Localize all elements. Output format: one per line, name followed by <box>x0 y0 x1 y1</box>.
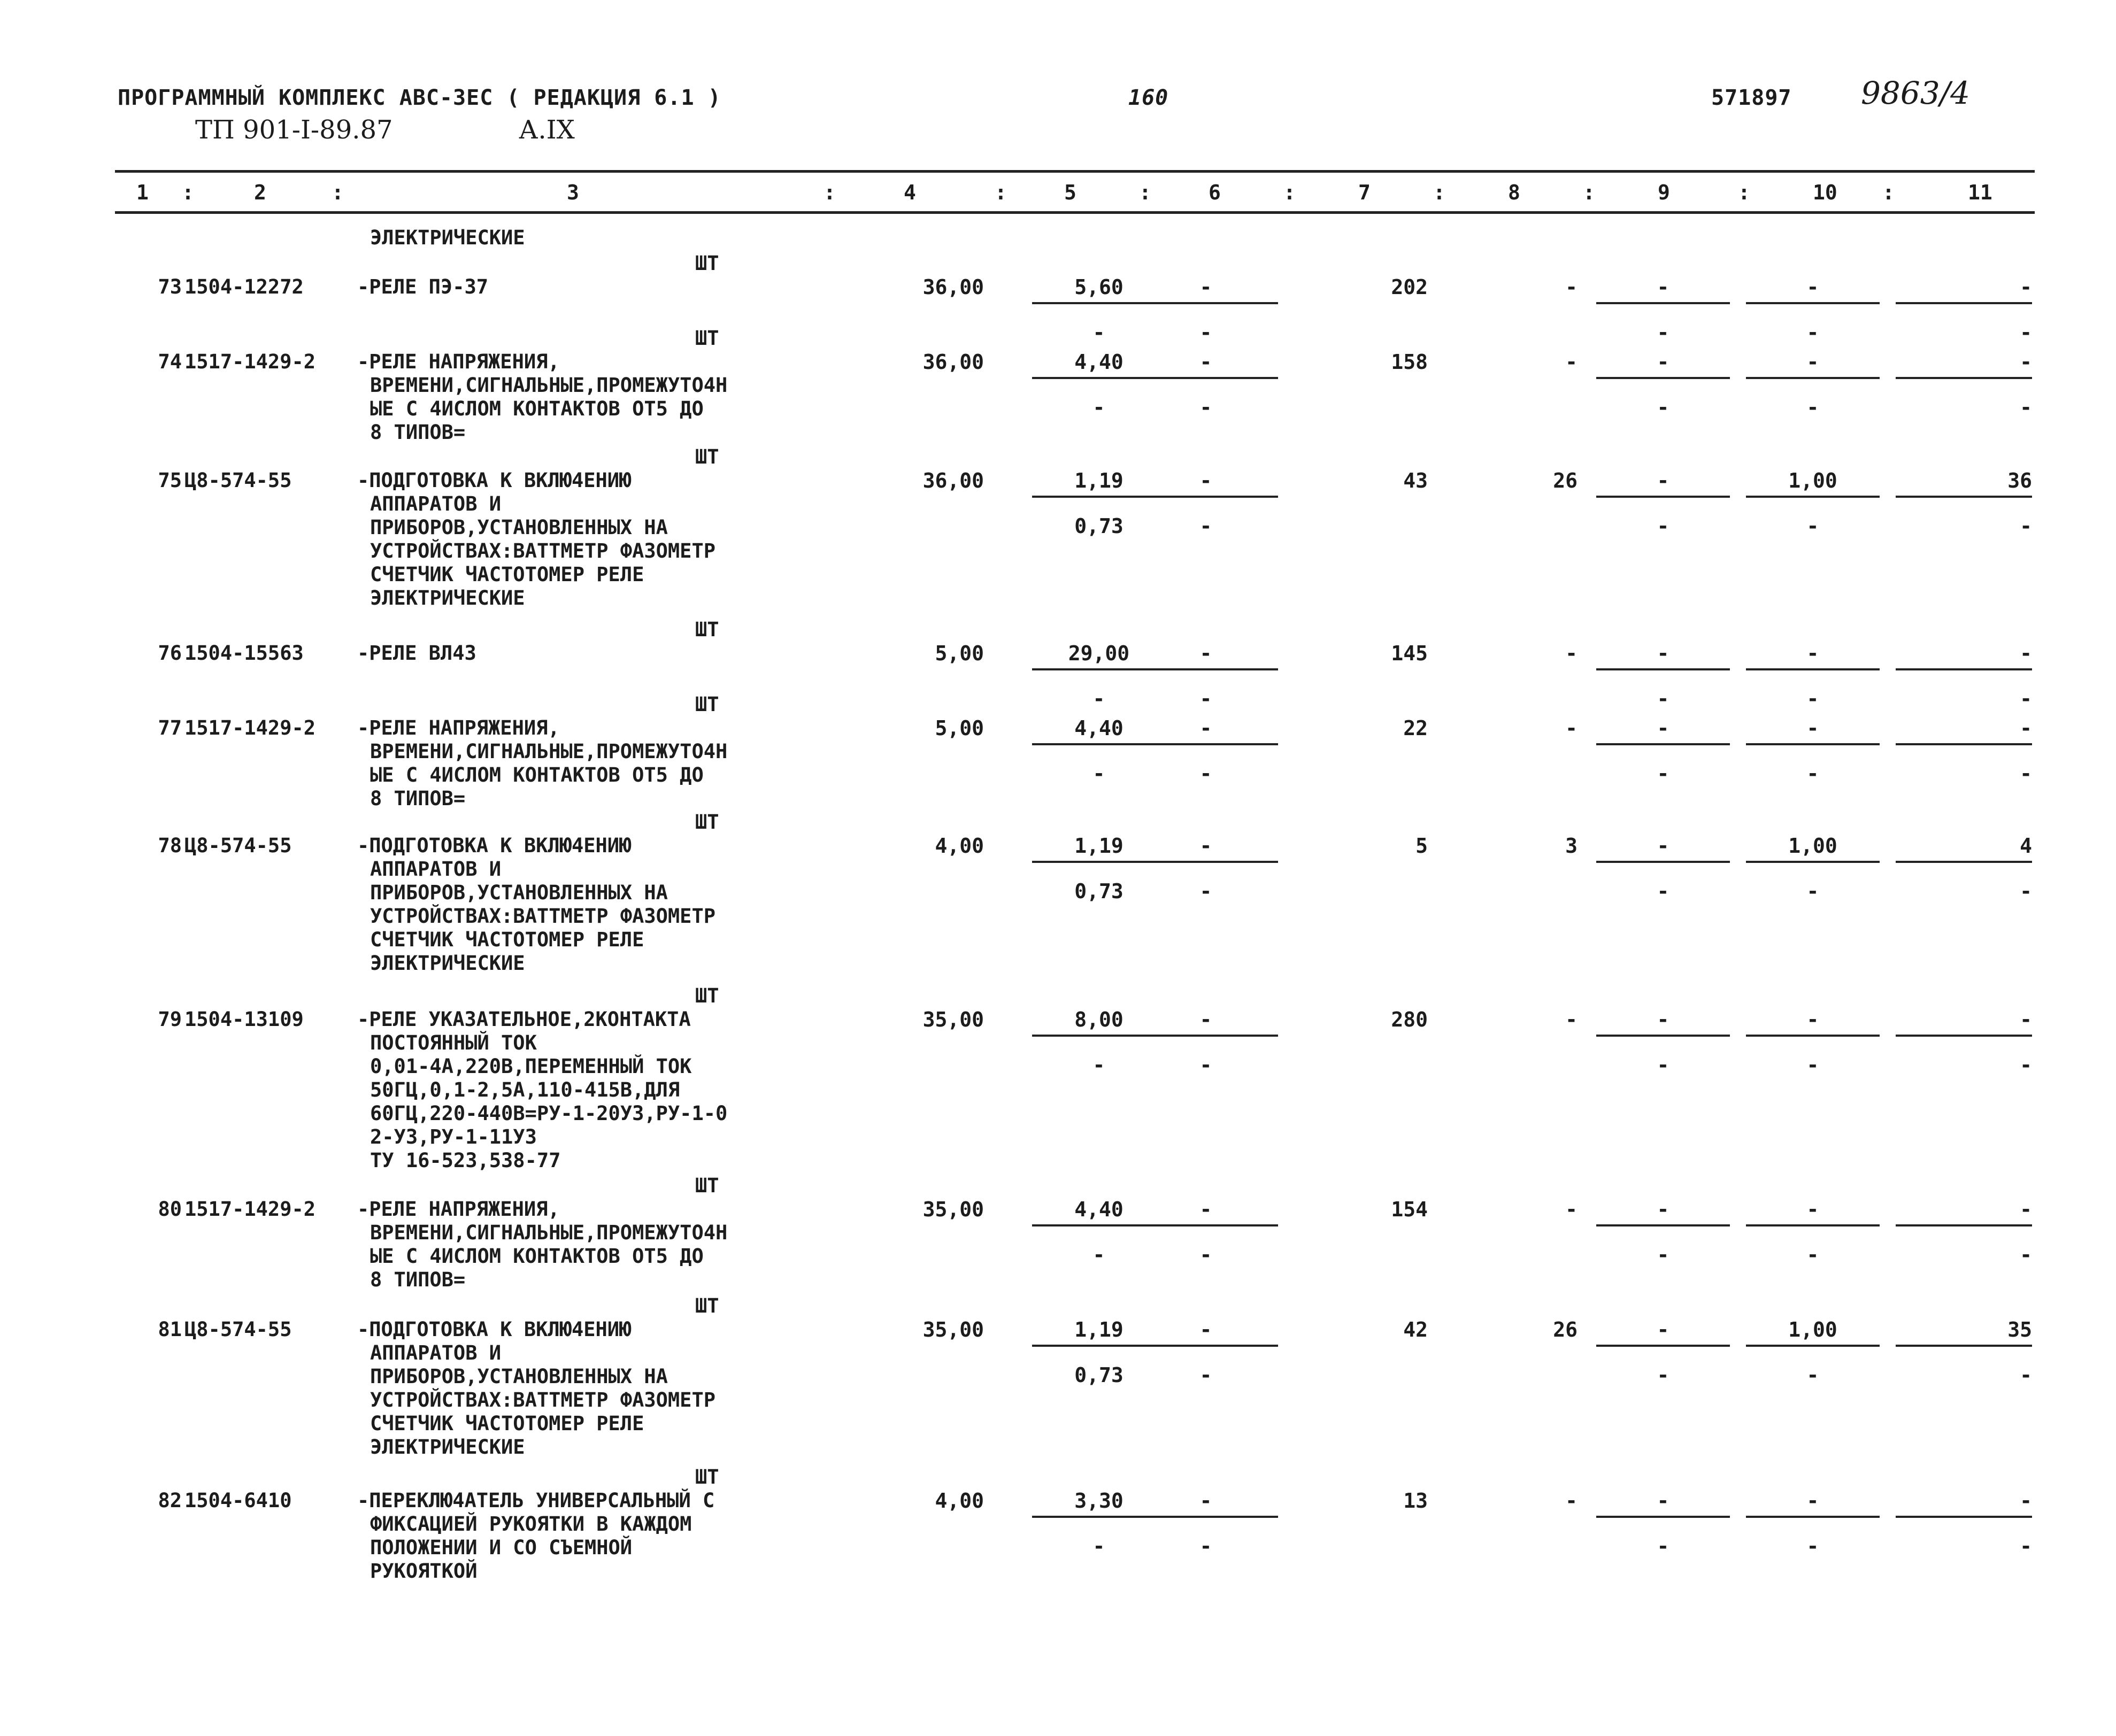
album-code: А.IX <box>519 115 575 145</box>
description-line: 0,01-4А,220В,ПЕРЕМЕННЫЙ ТОК <box>370 1055 692 1078</box>
handwritten-sheet-number: 9863/4 <box>1861 75 1971 111</box>
unit-label: ШТ <box>695 1465 719 1488</box>
col11-value: - <box>2020 1008 2032 1031</box>
table-top-rule <box>115 170 2035 173</box>
col11-sub-value: - <box>2020 1053 2032 1077</box>
col6-value: - <box>1199 1318 1212 1341</box>
col8-value: 3 <box>1565 834 1578 858</box>
col8-value: 26 <box>1553 1318 1578 1341</box>
col10-value: - <box>1806 642 1819 665</box>
col8-value: 26 <box>1553 469 1578 492</box>
col10-sub-value: - <box>1806 1053 1819 1077</box>
fraction-line <box>1896 1345 2032 1347</box>
col6-value: - <box>1199 350 1212 374</box>
table-header-rule <box>115 211 2035 214</box>
description-line: ФИКСАЦИЕЙ РУКОЯТКИ В КАЖДОМ <box>370 1513 692 1536</box>
col10-value: 1,00 <box>1788 469 1837 492</box>
row-number: 76 <box>158 642 182 665</box>
fraction-line <box>1896 668 2032 670</box>
description-line: -РЕЛЕ НАПРЯЖЕНИЯ, <box>357 716 560 739</box>
col8-value: - <box>1565 1198 1578 1221</box>
col10-sub-value: - <box>1806 1534 1819 1558</box>
col9-sub-value: - <box>1657 687 1669 711</box>
description-line: 2-У3,РУ-1-11У3 <box>370 1125 537 1148</box>
description-line: ВРЕМЕНИ,СИГНАЛЬНЫЕ,ПРОМЕЖУТО4Н <box>370 1221 728 1244</box>
description-line: ПОСТОЯННЫЙ ТОК <box>370 1031 537 1054</box>
column-header-5: 5 <box>1064 181 1076 204</box>
col11-value: 35 <box>2007 1318 2032 1341</box>
col11-value: 36 <box>2007 469 2032 492</box>
col10-sub-value: - <box>1806 1243 1819 1267</box>
col11-value: - <box>2020 275 2032 299</box>
row-number: 77 <box>158 716 182 739</box>
fraction-line <box>1746 302 1880 304</box>
price-value: 8,00 <box>1074 1008 1124 1031</box>
col11-sub-value: - <box>2020 762 2032 785</box>
col10-sub-value: - <box>1806 321 1819 344</box>
resource-code: 1504-15563 <box>184 642 304 665</box>
description-line: -ПОДГОТОВКА К ВКЛЮ4ЕНИЮ <box>357 469 632 492</box>
col11-sub-value: - <box>2020 396 2032 419</box>
column-header-7: 7 <box>1358 181 1371 204</box>
col6-sub-value: - <box>1199 514 1212 538</box>
col10-value: 1,00 <box>1788 834 1837 858</box>
fraction-line <box>1746 496 1880 498</box>
col10-sub-value: - <box>1806 687 1819 711</box>
fraction-line <box>1596 861 1730 863</box>
fraction-line <box>1596 1224 1730 1226</box>
description-line: 8 ТИПОВ= <box>370 787 466 810</box>
fraction-line <box>1746 1345 1880 1347</box>
fraction-line <box>1896 1516 2032 1518</box>
col6-sub-value: - <box>1199 1363 1212 1387</box>
description-line: -ПОДГОТОВКА К ВКЛЮ4ЕНИЮ <box>357 834 632 857</box>
col6-sub-value: - <box>1199 321 1212 344</box>
row-number: 74 <box>158 350 182 373</box>
col6-sub-value: - <box>1199 1243 1212 1267</box>
col10-value: - <box>1806 1198 1819 1221</box>
col9-value: - <box>1657 716 1669 740</box>
column-header-3: 3 <box>567 181 579 204</box>
fraction-line <box>1746 377 1880 379</box>
column-separator: : <box>995 181 1007 204</box>
col9-value: - <box>1657 469 1669 492</box>
price-value: 4,40 <box>1074 716 1124 740</box>
col10-value: - <box>1806 275 1819 299</box>
price-value: 1,19 <box>1074 469 1124 492</box>
description-line: ЭЛЕКТРИЧЕСКИЕ <box>370 952 525 975</box>
fraction-line <box>1896 302 2032 304</box>
description-line: ВРЕМЕНИ,СИГНАЛЬНЫЕ,ПРОМЕЖУТО4Н <box>370 740 728 763</box>
price-sub-value: - <box>1092 762 1105 785</box>
unit-label: ШТ <box>695 1174 719 1197</box>
col11-sub-value: - <box>2020 879 2032 903</box>
fraction-line <box>1144 1516 1278 1518</box>
col6-value: - <box>1199 469 1212 492</box>
price-sub-value: - <box>1092 1243 1105 1267</box>
col9-value: - <box>1657 1318 1669 1341</box>
price-value: 4,40 <box>1074 350 1124 374</box>
project-code: ТП 901-I-89.87 <box>195 115 393 145</box>
fraction-line <box>1896 377 2032 379</box>
fraction-line <box>1746 668 1880 670</box>
col9-value: - <box>1657 350 1669 374</box>
resource-code: 1517-1429-2 <box>184 1198 316 1221</box>
unit-label: ШТ <box>695 445 719 468</box>
col6-sub-value: - <box>1199 687 1212 711</box>
description-line: 8 ТИПОВ= <box>370 421 466 444</box>
resource-code: 1517-1429-2 <box>184 350 316 373</box>
col11-sub-value: - <box>2020 514 2032 538</box>
col9-value: - <box>1657 1008 1669 1031</box>
description-line: -ПЕРЕКЛЮ4АТЕЛЬ УНИВЕРСАЛЬНЫЙ С <box>357 1489 715 1512</box>
col6-sub-value: - <box>1199 396 1212 419</box>
fraction-line <box>1596 1516 1730 1518</box>
col11-value: - <box>2020 716 2032 740</box>
continuation-text: ЭЛЕКТРИЧЕСКИЕ <box>370 226 525 249</box>
fraction-line <box>1596 1035 1730 1037</box>
col9-sub-value: - <box>1657 1053 1669 1077</box>
col6-value: - <box>1199 1198 1212 1221</box>
page-number: 160 <box>1128 86 1169 110</box>
fraction-line <box>1896 1035 2032 1037</box>
total-value: 22 <box>1403 716 1428 740</box>
description-line: ЭЛЕКТРИЧЕСКИЕ <box>370 587 525 609</box>
unit-label: ШТ <box>695 1294 719 1317</box>
column-separator: : <box>1433 181 1445 204</box>
col10-value: - <box>1806 716 1819 740</box>
description-line: СЧЕТЧИК ЧАСТОТОМЕР РЕЛЕ <box>370 1412 644 1435</box>
col9-value: - <box>1657 834 1669 858</box>
column-header-4: 4 <box>904 181 916 204</box>
unit-label: ШТ <box>695 618 719 641</box>
fraction-line <box>1144 668 1278 670</box>
col11-value: 4 <box>2020 834 2032 858</box>
description-line: ПОЛОЖЕНИИ И СО СЪЕМНОЙ <box>370 1536 633 1559</box>
col6-value: - <box>1199 834 1212 858</box>
fraction-line <box>1144 1224 1278 1226</box>
col10-value: - <box>1806 1489 1819 1513</box>
row-number: 79 <box>158 1008 182 1031</box>
fraction-line <box>1596 377 1730 379</box>
total-value: 202 <box>1391 275 1428 299</box>
fraction-line <box>1746 1035 1880 1037</box>
col6-value: - <box>1199 1008 1212 1031</box>
description-line: АППАРАТОВ И <box>370 1341 502 1364</box>
description-line: РУКОЯТКОЙ <box>370 1560 478 1583</box>
column-separator: : <box>1882 181 1895 204</box>
row-number: 82 <box>158 1489 182 1512</box>
column-separator: : <box>182 181 194 204</box>
col6-sub-value: - <box>1199 879 1212 903</box>
col9-sub-value: - <box>1657 321 1669 344</box>
price-value: 5,60 <box>1074 275 1124 299</box>
column-header-10: 10 <box>1813 181 1837 204</box>
col10-value: - <box>1806 350 1819 374</box>
column-separator: : <box>824 181 836 204</box>
price-sub-value: 0,73 <box>1074 514 1124 538</box>
col6-value: - <box>1199 275 1212 299</box>
document-number: 571897 <box>1711 86 1792 110</box>
col9-sub-value: - <box>1657 1243 1669 1267</box>
fraction-line <box>1596 302 1730 304</box>
fraction-line <box>1746 1516 1880 1518</box>
quantity-value: 36,00 <box>922 275 984 299</box>
price-value: 1,19 <box>1074 834 1124 858</box>
resource-code: 1504-12272 <box>184 275 304 298</box>
description-line: СЧЕТЧИК ЧАСТОТОМЕР РЕЛЕ <box>370 928 644 951</box>
col10-sub-value: - <box>1806 879 1819 903</box>
col11-sub-value: - <box>2020 1363 2032 1387</box>
fraction-line <box>1144 1345 1278 1347</box>
col6-sub-value: - <box>1199 1053 1212 1077</box>
col8-value: - <box>1565 642 1578 665</box>
description-line: ЭЛЕКТРИЧЕСКИЕ <box>370 1436 525 1459</box>
quantity-value: 35,00 <box>922 1198 984 1221</box>
description-line: -РЕЛЕ ПЭ-37 <box>357 275 489 298</box>
total-value: 280 <box>1391 1008 1428 1031</box>
col8-value: - <box>1565 350 1578 374</box>
quantity-value: 35,00 <box>922 1008 984 1031</box>
fraction-line <box>1896 861 2032 863</box>
fraction-line <box>1596 496 1730 498</box>
description-line: 50ГЦ,0,1-2,5А,110-415В,ДЛЯ <box>370 1078 680 1101</box>
description-line: 60ГЦ,220-440В=РУ-1-20У3,РУ-1-0 <box>370 1102 728 1125</box>
col9-sub-value: - <box>1657 879 1669 903</box>
price-value: 1,19 <box>1074 1318 1124 1341</box>
resource-code: 1504-6410 <box>184 1489 292 1512</box>
description-line: -РЕЛЕ НАПРЯЖЕНИЯ, <box>357 1198 560 1221</box>
col11-value: - <box>2020 350 2032 374</box>
fraction-line <box>1144 861 1278 863</box>
total-value: 42 <box>1403 1318 1428 1341</box>
column-separator: : <box>1139 181 1151 204</box>
description-line: ПРИБОРОВ,УСТАНОВЛЕННЫХ НА <box>370 881 668 904</box>
col11-sub-value: - <box>2020 321 2032 344</box>
column-separator: : <box>1283 181 1296 204</box>
col9-value: - <box>1657 275 1669 299</box>
quantity-value: 4,00 <box>935 834 984 858</box>
quantity-value: 5,00 <box>935 716 984 740</box>
description-line: ТУ 16-523,538-77 <box>370 1149 561 1172</box>
fraction-line <box>1596 668 1730 670</box>
resource-code: 1517-1429-2 <box>184 716 316 739</box>
col8-value: - <box>1565 716 1578 740</box>
row-number: 73 <box>158 275 182 298</box>
fraction-line <box>1746 743 1880 745</box>
col10-value: - <box>1806 1008 1819 1031</box>
total-value: 13 <box>1403 1489 1428 1513</box>
col10-sub-value: - <box>1806 396 1819 419</box>
description-line: ЫЕ С 4ИСЛОМ КОНТАКТОВ ОТ5 ДО <box>370 1245 704 1268</box>
resource-code: 1504-13109 <box>184 1008 304 1031</box>
unit-label: ШТ <box>695 984 719 1007</box>
total-value: 154 <box>1391 1198 1428 1221</box>
fraction-line <box>1896 496 2032 498</box>
price-sub-value: - <box>1092 396 1105 419</box>
description-line: АППАРАТОВ И <box>370 492 502 515</box>
column-separator: : <box>1738 181 1750 204</box>
quantity-value: 36,00 <box>922 350 984 374</box>
quantity-value: 36,00 <box>922 469 984 492</box>
resource-code: Ц8-574-55 <box>184 1318 292 1341</box>
column-header-8: 8 <box>1508 181 1520 204</box>
fraction-line <box>1144 302 1278 304</box>
price-value: 29,00 <box>1068 642 1130 665</box>
description-line: АППАРАТОВ И <box>370 858 502 881</box>
col10-sub-value: - <box>1806 514 1819 538</box>
quantity-value: 35,00 <box>922 1318 984 1341</box>
program-title: ПРОГРАММНЫЙ КОМПЛЕКС АВС-ЗЕС ( РЕДАКЦИЯ 6.1 ) <box>118 86 721 110</box>
price-sub-value: - <box>1092 687 1105 711</box>
description-line: ЫЕ С 4ИСЛОМ КОНТАКТОВ ОТ5 ДО <box>370 397 704 420</box>
row-number: 78 <box>158 834 182 857</box>
resource-code: Ц8-574-55 <box>184 469 292 492</box>
unit-label: ШТ <box>695 252 719 275</box>
col6-value: - <box>1199 716 1212 740</box>
unit-label: ШТ <box>695 693 719 716</box>
col10-value: 1,00 <box>1788 1318 1837 1341</box>
col11-value: - <box>2020 642 2032 665</box>
col11-sub-value: - <box>2020 1534 2032 1558</box>
col10-sub-value: - <box>1806 762 1819 785</box>
total-value: 145 <box>1391 642 1428 665</box>
fraction-line <box>1596 743 1730 745</box>
fraction-line <box>1746 861 1880 863</box>
unit-label: ШТ <box>695 327 719 350</box>
fraction-line <box>1596 1345 1730 1347</box>
col11-sub-value: - <box>2020 687 2032 711</box>
description-line: УСТРОЙСТВАХ:ВАТТМЕТР ФАЗОМЕТР <box>370 539 716 562</box>
description-line: СЧЕТЧИК ЧАСТОТОМЕР РЕЛЕ <box>370 563 644 586</box>
price-sub-value: - <box>1092 1053 1105 1077</box>
column-header-1: 1 <box>136 181 149 204</box>
col6-sub-value: - <box>1199 762 1212 785</box>
quantity-value: 4,00 <box>935 1489 984 1513</box>
col8-value: - <box>1565 1489 1578 1513</box>
fraction-line <box>1144 743 1278 745</box>
description-line: -ПОДГОТОВКА К ВКЛЮ4ЕНИЮ <box>357 1318 632 1341</box>
column-separator: : <box>1583 181 1595 204</box>
col6-value: - <box>1199 1489 1212 1513</box>
column-header-6: 6 <box>1209 181 1221 204</box>
col10-sub-value: - <box>1806 1363 1819 1387</box>
description-line: ПРИБОРОВ,УСТАНОВЛЕННЫХ НА <box>370 1365 668 1388</box>
col11-sub-value: - <box>2020 1243 2032 1267</box>
col9-value: - <box>1657 1198 1669 1221</box>
quantity-value: 5,00 <box>935 642 984 665</box>
column-header-2: 2 <box>254 181 266 204</box>
price-sub-value: 0,73 <box>1074 1363 1124 1387</box>
description-line: УСТРОЙСТВАХ:ВАТТМЕТР ФАЗОМЕТР <box>370 1388 716 1411</box>
row-number: 80 <box>158 1198 182 1221</box>
fraction-line <box>1144 1035 1278 1037</box>
description-line: ПРИБОРОВ,УСТАНОВЛЕННЫХ НА <box>370 516 668 539</box>
col11-value: - <box>2020 1489 2032 1513</box>
col9-sub-value: - <box>1657 1534 1669 1558</box>
price-value: 4,40 <box>1074 1198 1124 1221</box>
col6-sub-value: - <box>1199 1534 1212 1558</box>
description-line: УСТРОЙСТВАХ:ВАТТМЕТР ФАЗОМЕТР <box>370 905 716 928</box>
col8-value: - <box>1565 275 1578 299</box>
description-line: ЫЕ С 4ИСЛОМ КОНТАКТОВ ОТ5 ДО <box>370 763 704 786</box>
col6-value: - <box>1199 642 1212 665</box>
col9-sub-value: - <box>1657 514 1669 538</box>
row-number: 81 <box>158 1318 182 1341</box>
col9-value: - <box>1657 1489 1669 1513</box>
resource-code: Ц8-574-55 <box>184 834 292 857</box>
price-sub-value: - <box>1092 1534 1105 1558</box>
fraction-line <box>1144 377 1278 379</box>
col9-sub-value: - <box>1657 1363 1669 1387</box>
column-separator: : <box>332 181 344 204</box>
unit-label: ШТ <box>695 811 719 834</box>
description-line: ВРЕМЕНИ,СИГНАЛЬНЫЕ,ПРОМЕЖУТО4Н <box>370 374 728 397</box>
row-number: 75 <box>158 469 182 492</box>
description-line: -РЕЛЕ УКАЗАТЕЛЬНОЕ,2КОНТАКТА <box>357 1008 691 1031</box>
description-line: -РЕЛЕ ВЛ43 <box>357 642 476 665</box>
col8-value: - <box>1565 1008 1578 1031</box>
fraction-line <box>1144 496 1278 498</box>
fraction-line <box>1896 1224 2032 1226</box>
description-line: -РЕЛЕ НАПРЯЖЕНИЯ, <box>357 350 560 373</box>
col11-value: - <box>2020 1198 2032 1221</box>
description-line: 8 ТИПОВ= <box>370 1268 466 1291</box>
price-sub-value: - <box>1092 321 1105 344</box>
total-value: 43 <box>1403 469 1428 492</box>
col9-value: - <box>1657 642 1669 665</box>
total-value: 5 <box>1415 834 1428 858</box>
column-header-9: 9 <box>1658 181 1670 204</box>
price-value: 3,30 <box>1074 1489 1124 1513</box>
price-sub-value: 0,73 <box>1074 879 1124 903</box>
col9-sub-value: - <box>1657 396 1669 419</box>
col9-sub-value: - <box>1657 762 1669 785</box>
column-header-11: 11 <box>1968 181 1992 204</box>
fraction-line <box>1896 743 2032 745</box>
total-value: 158 <box>1391 350 1428 374</box>
fraction-line <box>1746 1224 1880 1226</box>
